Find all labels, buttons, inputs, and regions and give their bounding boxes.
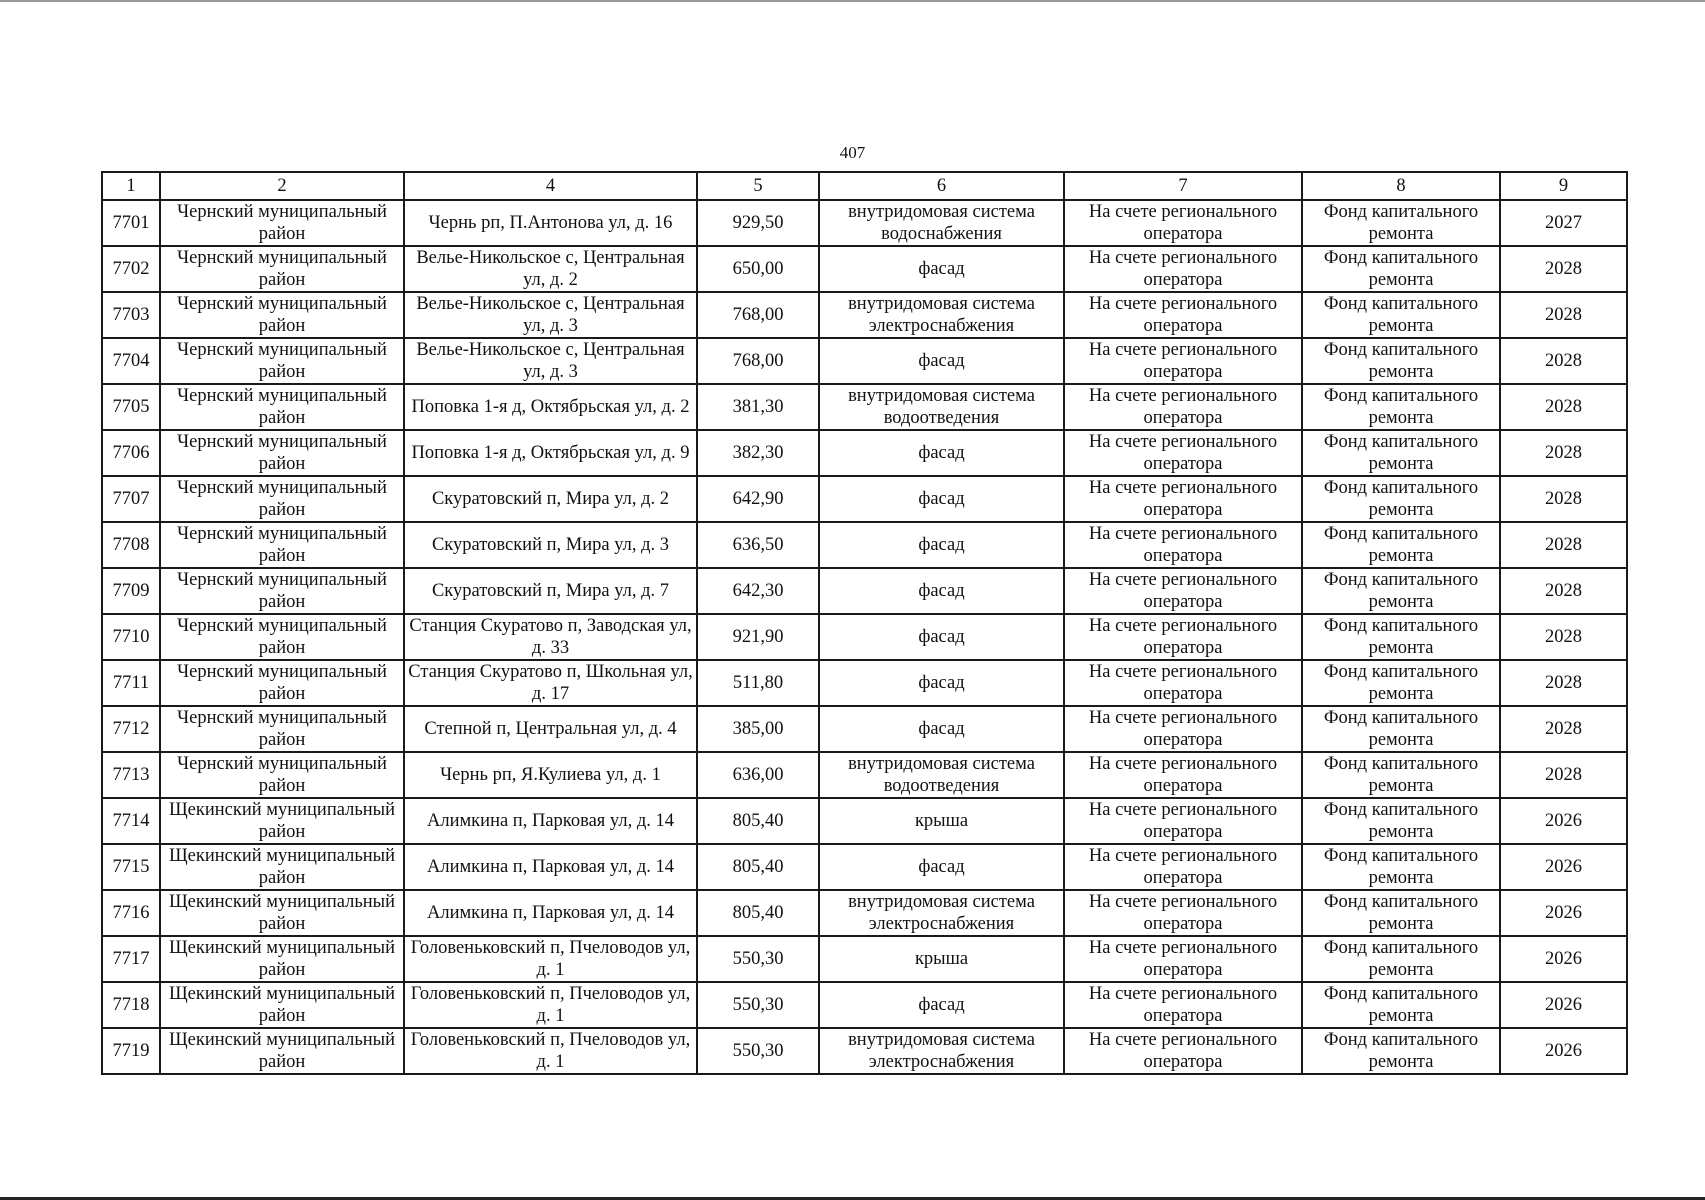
cell-address: Степной п, Центральная ул, д. 4 (404, 706, 697, 752)
cell-number: 7705 (102, 384, 160, 430)
cell-account: На счете регионального оператора (1064, 200, 1302, 246)
table-row (102, 522, 1627, 568)
cell-municipality: Щекинский муниципальный район (160, 890, 404, 936)
cell-address: Велье-Никольское с, Центральная ул, д. 3 (404, 338, 697, 384)
cell-address: Чернь рп, Я.Кулиева ул, д. 1 (404, 752, 697, 798)
table-row (102, 200, 1627, 246)
header-cell-work-type: 6 (819, 172, 1064, 200)
cell-municipality: Чернский муниципальный район (160, 660, 404, 706)
cell-number: 7712 (102, 706, 160, 752)
table-row (102, 752, 1627, 798)
cell-address: Головеньковский п, Пчеловодов ул, д. 1 (404, 982, 697, 1028)
cell-fund: Фонд капитального ремонта (1302, 292, 1500, 338)
cell-area: 805,40 (697, 798, 819, 844)
cell-address: Поповка 1-я д, Октябрьская ул, д. 2 (404, 384, 697, 430)
table-row (102, 798, 1627, 844)
cell-municipality: Чернский муниципальный район (160, 706, 404, 752)
cell-address: Велье-Никольское с, Центральная ул, д. 3 (404, 292, 697, 338)
cell-work-type: фасад (819, 246, 1064, 292)
cell-number: 7719 (102, 1028, 160, 1074)
cell-address: Велье-Никольское с, Центральная ул, д. 2 (404, 246, 697, 292)
table-row (102, 338, 1627, 384)
cell-area: 805,40 (697, 890, 819, 936)
cell-number: 7718 (102, 982, 160, 1028)
cell-account: На счете регионального оператора (1064, 890, 1302, 936)
cell-work-type: фасад (819, 706, 1064, 752)
cell-year: 2028 (1500, 430, 1627, 476)
cell-number: 7717 (102, 936, 160, 982)
cell-number: 7703 (102, 292, 160, 338)
cell-area: 650,00 (697, 246, 819, 292)
header-cell-year: 9 (1500, 172, 1627, 200)
cell-year: 2028 (1500, 660, 1627, 706)
cell-address: Скуратовский п, Мира ул, д. 7 (404, 568, 697, 614)
table-row (102, 292, 1627, 338)
cell-year: 2026 (1500, 936, 1627, 982)
cell-account: На счете регионального оператора (1064, 292, 1302, 338)
cell-account: На счете регионального оператора (1064, 844, 1302, 890)
cell-account: На счете регионального оператора (1064, 430, 1302, 476)
table-row (102, 476, 1627, 522)
header-cell-account: 7 (1064, 172, 1302, 200)
cell-account: На счете регионального оператора (1064, 1028, 1302, 1074)
cell-address: Чернь рп, П.Антонова ул, д. 16 (404, 200, 697, 246)
cell-year: 2028 (1500, 246, 1627, 292)
cell-work-type: внутридомовая система электроснабжения (819, 1028, 1064, 1074)
cell-municipality: Чернский муниципальный район (160, 752, 404, 798)
cell-municipality: Щекинский муниципальный район (160, 798, 404, 844)
cell-fund: Фонд капитального ремонта (1302, 568, 1500, 614)
cell-address: Головеньковский п, Пчеловодов ул, д. 1 (404, 1028, 697, 1074)
cell-municipality: Чернский муниципальный район (160, 384, 404, 430)
header-cell-number: 1 (102, 172, 160, 200)
cell-account: На счете регионального оператора (1064, 982, 1302, 1028)
cell-fund: Фонд капитального ремонта (1302, 706, 1500, 752)
cell-work-type: фасад (819, 660, 1064, 706)
cell-fund: Фонд капитального ремонта (1302, 476, 1500, 522)
cell-area: 636,50 (697, 522, 819, 568)
cell-fund: Фонд капитального ремонта (1302, 338, 1500, 384)
cell-work-type: крыша (819, 798, 1064, 844)
cell-municipality: Чернский муниципальный район (160, 430, 404, 476)
cell-fund: Фонд капитального ремонта (1302, 200, 1500, 246)
cell-area: 636,00 (697, 752, 819, 798)
cell-work-type: внутридомовая система электроснабжения (819, 292, 1064, 338)
cell-work-type: внутридомовая система водоотведения (819, 384, 1064, 430)
cell-account: На счете регионального оператора (1064, 522, 1302, 568)
cell-work-type: фасад (819, 476, 1064, 522)
cell-number: 7701 (102, 200, 160, 246)
cell-fund: Фонд капитального ремонта (1302, 522, 1500, 568)
cell-account: На счете регионального оператора (1064, 338, 1302, 384)
cell-area: 385,00 (697, 706, 819, 752)
cell-account: На счете регионального оператора (1064, 706, 1302, 752)
cell-number: 7702 (102, 246, 160, 292)
cell-account: На счете регионального оператора (1064, 384, 1302, 430)
cell-municipality: Чернский муниципальный район (160, 246, 404, 292)
cell-number: 7708 (102, 522, 160, 568)
cell-number: 7709 (102, 568, 160, 614)
cell-number: 7714 (102, 798, 160, 844)
cell-area: 805,40 (697, 844, 819, 890)
cell-area: 550,30 (697, 982, 819, 1028)
table-row (102, 706, 1627, 752)
cell-work-type: фасад (819, 522, 1064, 568)
cell-account: На счете регионального оператора (1064, 614, 1302, 660)
cell-municipality: Чернский муниципальный район (160, 476, 404, 522)
cell-fund: Фонд капитального ремонта (1302, 1028, 1500, 1074)
cell-year: 2026 (1500, 982, 1627, 1028)
cell-address: Скуратовский п, Мира ул, д. 2 (404, 476, 697, 522)
cell-fund: Фонд капитального ремонта (1302, 936, 1500, 982)
table-body (102, 200, 1627, 1074)
cell-number: 7704 (102, 338, 160, 384)
cell-year: 2026 (1500, 1028, 1627, 1074)
cell-municipality: Щекинский муниципальный район (160, 936, 404, 982)
cell-year: 2028 (1500, 384, 1627, 430)
cell-year: 2028 (1500, 292, 1627, 338)
header-cell-municipality: 2 (160, 172, 404, 200)
cell-address: Поповка 1-я д, Октябрьская ул, д. 9 (404, 430, 697, 476)
cell-number: 7707 (102, 476, 160, 522)
cell-year: 2028 (1500, 476, 1627, 522)
cell-work-type: фасад (819, 338, 1064, 384)
cell-work-type: внутридомовая система водоотведения (819, 752, 1064, 798)
cell-address: Скуратовский п, Мира ул, д. 3 (404, 522, 697, 568)
table-row (102, 614, 1627, 660)
table-row (102, 384, 1627, 430)
cell-fund: Фонд капитального ремонта (1302, 430, 1500, 476)
cell-municipality: Чернский муниципальный район (160, 522, 404, 568)
cell-work-type: фасад (819, 430, 1064, 476)
table-row (102, 430, 1627, 476)
cell-year: 2027 (1500, 200, 1627, 246)
cell-municipality: Чернский муниципальный район (160, 338, 404, 384)
header-row (102, 172, 1627, 200)
cell-area: 929,50 (697, 200, 819, 246)
cell-year: 2028 (1500, 752, 1627, 798)
cell-address: Алимкина п, Парковая ул, д. 14 (404, 798, 697, 844)
cell-number: 7706 (102, 430, 160, 476)
cell-year: 2028 (1500, 338, 1627, 384)
cell-number: 7715 (102, 844, 160, 890)
cell-fund: Фонд капитального ремонта (1302, 890, 1500, 936)
cell-area: 642,90 (697, 476, 819, 522)
cell-account: На счете регионального оператора (1064, 246, 1302, 292)
cell-year: 2026 (1500, 798, 1627, 844)
cell-fund: Фонд капитального ремонта (1302, 614, 1500, 660)
cell-work-type: внутридомовая система водоснабжения (819, 200, 1064, 246)
cell-address: Алимкина п, Парковая ул, д. 14 (404, 844, 697, 890)
table-row (102, 982, 1627, 1028)
cell-fund: Фонд капитального ремонта (1302, 844, 1500, 890)
header-cell-address: 4 (404, 172, 697, 200)
cell-address: Станция Скуратово п, Заводская ул, д. 33 (404, 614, 697, 660)
table-row (102, 936, 1627, 982)
cell-fund: Фонд капитального ремонта (1302, 660, 1500, 706)
cell-fund: Фонд капитального ремонта (1302, 752, 1500, 798)
cell-fund: Фонд капитального ремонта (1302, 246, 1500, 292)
cell-area: 550,30 (697, 1028, 819, 1074)
cell-municipality: Щекинский муниципальный район (160, 844, 404, 890)
cell-account: На счете регионального оператора (1064, 936, 1302, 982)
cell-account: На счете регионального оператора (1064, 476, 1302, 522)
cell-account: На счете регионального оператора (1064, 660, 1302, 706)
cell-municipality: Чернский муниципальный район (160, 292, 404, 338)
cell-account: На счете регионального оператора (1064, 568, 1302, 614)
cell-year: 2028 (1500, 614, 1627, 660)
cell-work-type: фасад (819, 982, 1064, 1028)
cell-year: 2028 (1500, 568, 1627, 614)
cell-fund: Фонд капитального ремонта (1302, 982, 1500, 1028)
cell-fund: Фонд капитального ремонта (1302, 384, 1500, 430)
cell-area: 642,30 (697, 568, 819, 614)
cell-work-type: крыша (819, 936, 1064, 982)
cell-area: 768,00 (697, 338, 819, 384)
cell-work-type: фасад (819, 568, 1064, 614)
page-number: 407 (839, 143, 866, 162)
cell-address: Головеньковский п, Пчеловодов ул, д. 1 (404, 936, 697, 982)
cell-address: Алимкина п, Парковая ул, д. 14 (404, 890, 697, 936)
table-row (102, 1028, 1627, 1074)
cell-work-type: внутридомовая система электроснабжения (819, 890, 1064, 936)
table-row (102, 890, 1627, 936)
cell-year: 2028 (1500, 706, 1627, 752)
cell-municipality: Чернский муниципальный район (160, 614, 404, 660)
cell-area: 550,30 (697, 936, 819, 982)
table-row (102, 246, 1627, 292)
table-row (102, 660, 1627, 706)
cell-area: 921,90 (697, 614, 819, 660)
cell-area: 768,00 (697, 292, 819, 338)
cell-area: 382,30 (697, 430, 819, 476)
table-row (102, 568, 1627, 614)
top-edge-rule (0, 0, 1705, 2)
cell-work-type: фасад (819, 614, 1064, 660)
header-cell-fund: 8 (1302, 172, 1500, 200)
cell-municipality: Чернский муниципальный район (160, 568, 404, 614)
cell-municipality: Чернский муниципальный район (160, 200, 404, 246)
cell-address: Станция Скуратово п, Школьная ул, д. 17 (404, 660, 697, 706)
cell-work-type: фасад (819, 844, 1064, 890)
cell-year: 2026 (1500, 890, 1627, 936)
cell-year: 2028 (1500, 522, 1627, 568)
cell-area: 511,80 (697, 660, 819, 706)
cell-municipality: Щекинский муниципальный район (160, 982, 404, 1028)
cell-area: 381,30 (697, 384, 819, 430)
cell-account: На счете регионального оператора (1064, 752, 1302, 798)
cell-number: 7711 (102, 660, 160, 706)
cell-number: 7710 (102, 614, 160, 660)
cell-account: На счете регионального оператора (1064, 798, 1302, 844)
cell-number: 7716 (102, 890, 160, 936)
table-header (102, 172, 1627, 200)
register-table (101, 171, 1628, 1075)
cell-municipality: Щекинский муниципальный район (160, 1028, 404, 1074)
cell-year: 2026 (1500, 844, 1627, 890)
header-cell-area: 5 (697, 172, 819, 200)
cell-fund: Фонд капитального ремонта (1302, 798, 1500, 844)
cell-number: 7713 (102, 752, 160, 798)
table-row (102, 844, 1627, 890)
